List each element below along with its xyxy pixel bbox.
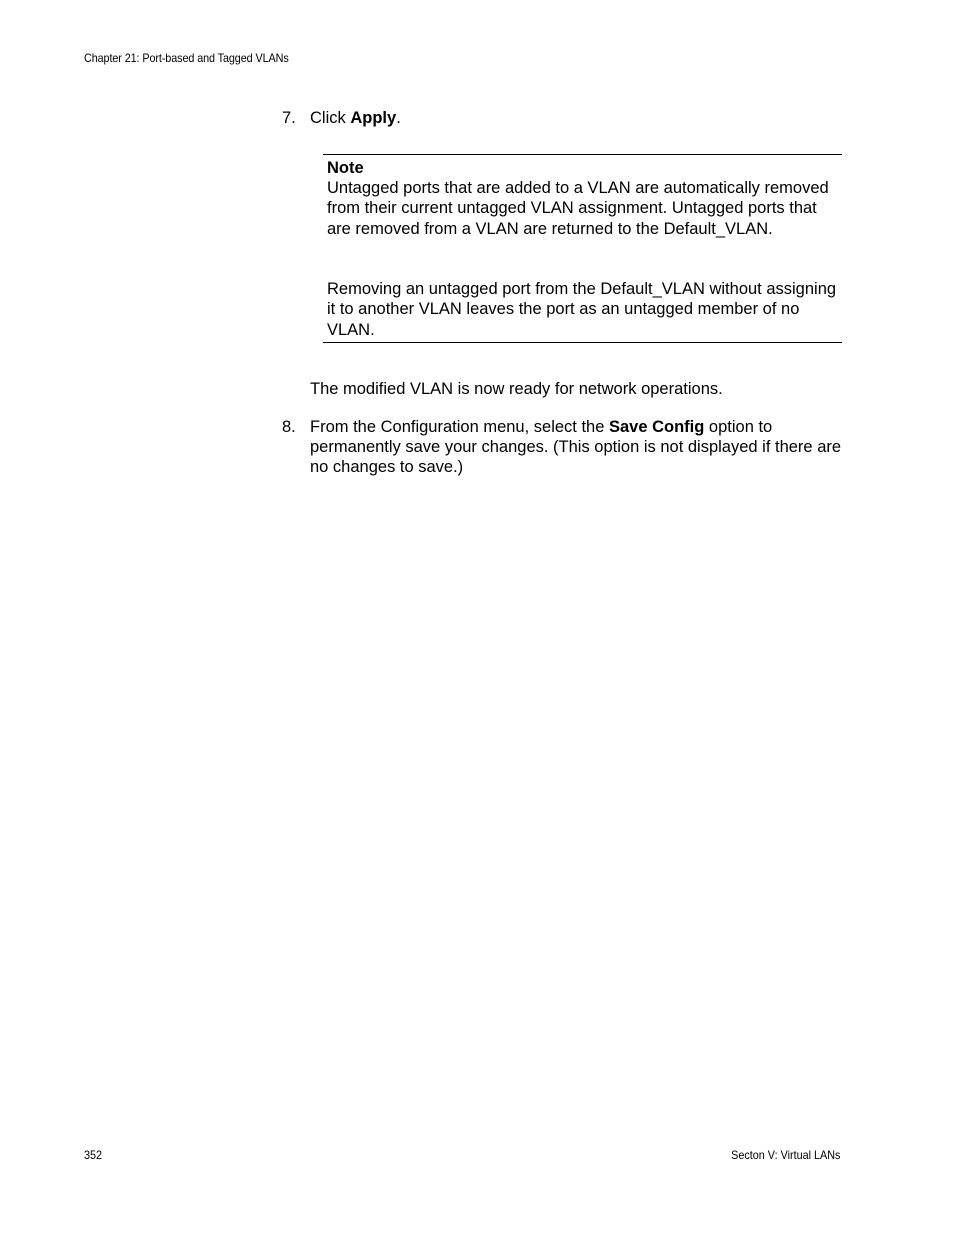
step-7-suffix: . [396,109,401,127]
step-8-text [310,417,842,477]
note-label: Note [327,159,364,177]
step-8-number: 8. [282,418,296,436]
footer-section: Secton V: Virtual LANs [730,1148,840,1162]
step-8-prefix: From the Configuration menu, select the [310,418,609,436]
step-8-bold: Save Config [608,418,705,436]
step-7-text [310,108,842,128]
note-box [323,154,842,343]
step-7-prefix: Click [310,109,351,127]
step-7-number: 7. [282,109,296,127]
note-paragraph-2: Removing an untagged port from the Default_VLAN without assigning it to another VLAN leaves the port as an untagged member of no VLAN. [327,280,837,339]
page-number: 352 [84,1148,103,1162]
result-text: The modified VLAN is now ready for network operations. [310,380,723,398]
running-header: Chapter 21: Port-based and Tagged VLANs [84,51,289,65]
note-paragraph-1: Untagged ports that are added to a VLAN are automatically removed from their current untagged VLAN assignment. Untagged ports that are removed from a VLAN are returned to the Default_VLAN. [327,179,829,238]
step-7 [282,108,842,128]
step-8 [282,417,842,477]
step-7-bold: Apply [350,109,397,127]
step-8-suffix: option to permanently save your changes. (This option is not displayed if there are no changes to save.) [310,418,842,476]
